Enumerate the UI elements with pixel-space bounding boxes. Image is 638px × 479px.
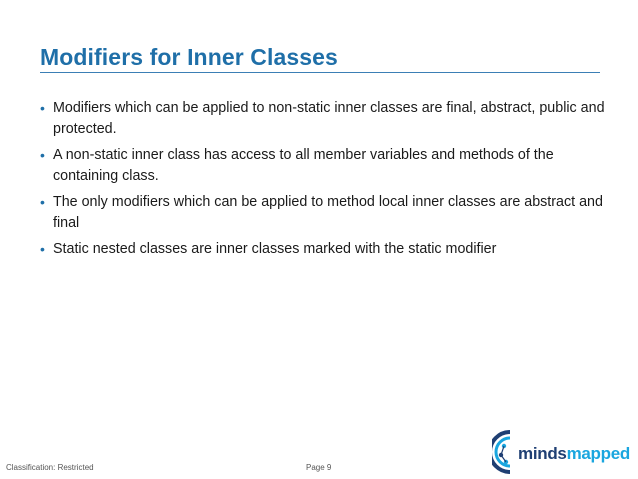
bullet-dot-icon: • [40, 100, 45, 116]
bullet-item [40, 145, 620, 187]
bullet-dot-icon: • [40, 241, 45, 257]
bullet-item [40, 239, 620, 260]
bullet-item [40, 192, 620, 234]
logo-text-minds: minds [518, 444, 567, 463]
mindsmapped-logo [492, 428, 632, 476]
title-underline [40, 72, 600, 73]
bullet-text: Modifiers which can be applied to non-static inner classes are final, abstract, public and protected. [53, 100, 605, 137]
bullet-text: The only modifiers which can be applied to method local inner classes are abstract and final [53, 194, 603, 231]
slide-title: Modifiers for Inner Classes [40, 44, 338, 70]
classification-label: Classification: Restricted [6, 463, 94, 472]
logo-text-mapped: mapped [566, 444, 630, 463]
brain-bracket-icon [492, 432, 510, 472]
bullet-text: A non-static inner class has access to all member variables and methods of the containing class. [53, 147, 554, 184]
bullet-dot-icon: • [40, 147, 45, 163]
page-number: Page 9 [306, 463, 332, 472]
svg-text:mindsmapped [518, 444, 630, 463]
bullet-item [40, 98, 620, 140]
bullet-text: Static nested classes are inner classes marked with the static modifier [53, 241, 497, 257]
bullet-list [40, 98, 620, 265]
bullet-dot-icon: • [40, 194, 45, 210]
